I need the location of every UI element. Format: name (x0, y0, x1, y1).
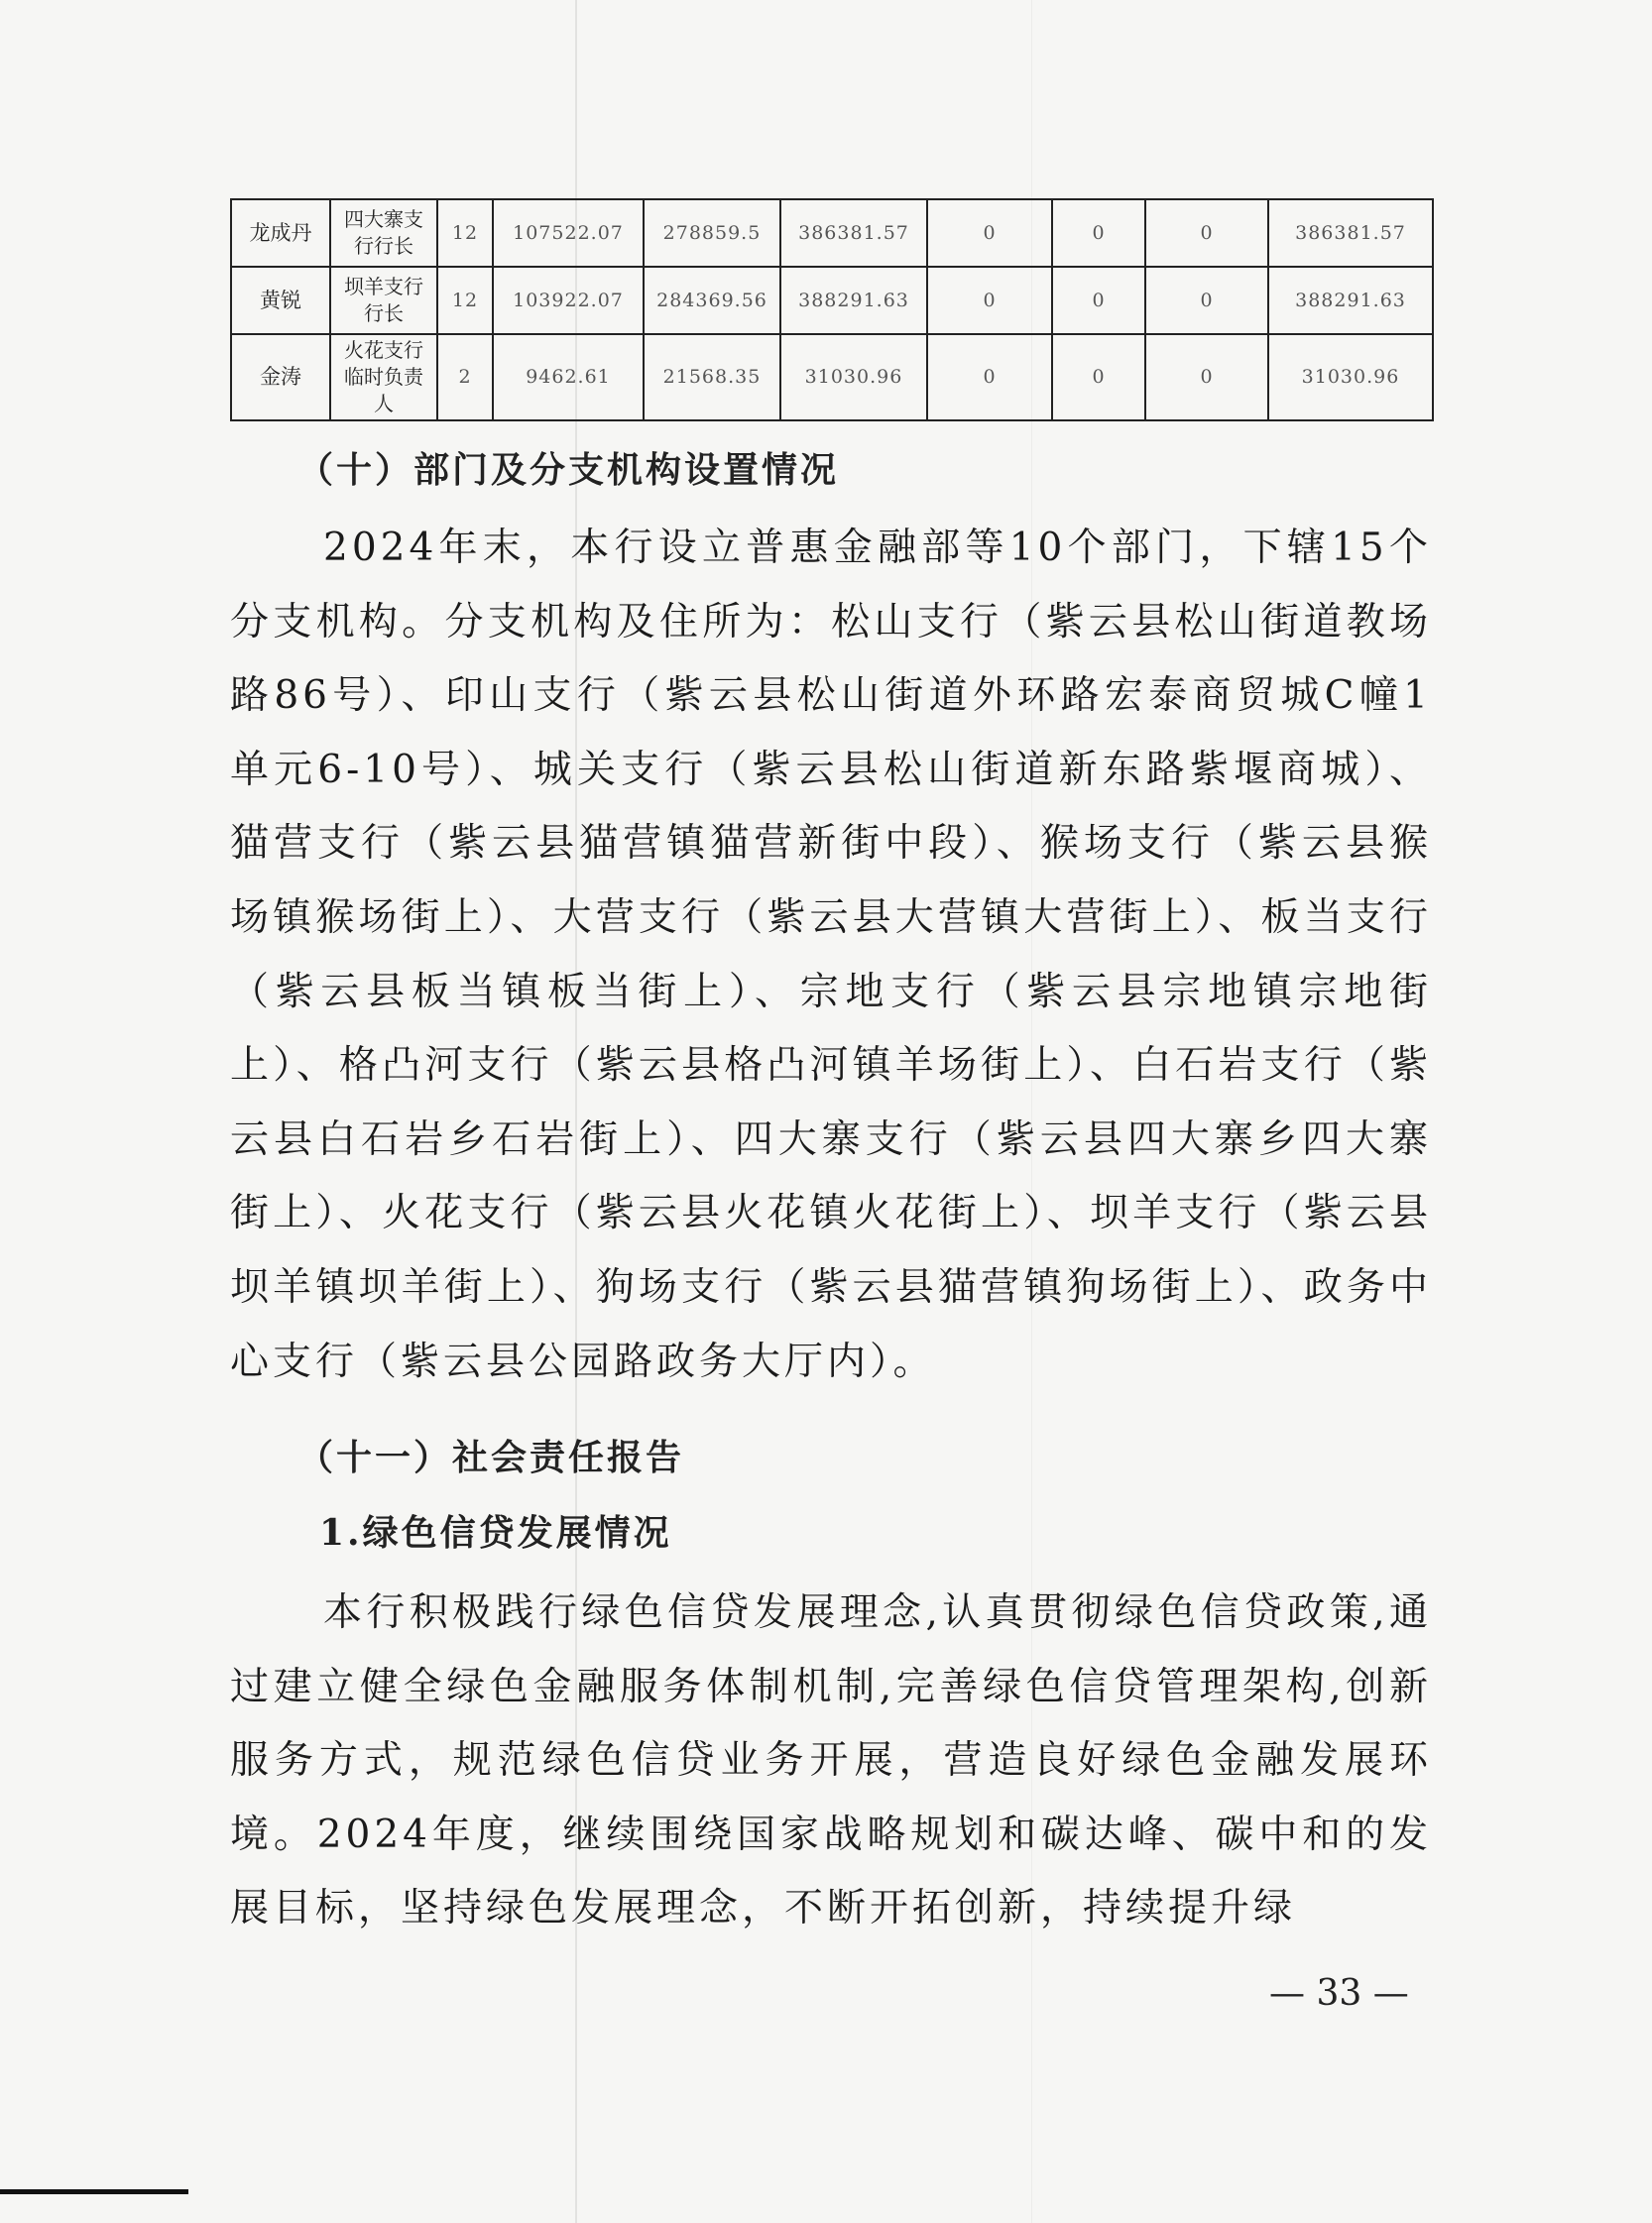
cell-total: 388291.63 (1268, 267, 1433, 334)
cell-name: 龙成丹 (231, 199, 330, 267)
cell-months: 2 (437, 334, 493, 420)
cell-value: 388291.63 (780, 267, 927, 334)
cell-value: 0 (1145, 267, 1268, 334)
table-row (231, 267, 1433, 334)
cell-value: 21568.35 (644, 334, 780, 420)
cell-name: 金涛 (231, 334, 330, 420)
cell-value: 9462.61 (493, 334, 644, 420)
section-heading: （十一）社会责任报告 (297, 1437, 685, 1478)
table-row (231, 334, 1433, 420)
scan-edge-line (0, 2189, 188, 2194)
cell-total: 386381.57 (1268, 199, 1433, 267)
cell-total: 31030.96 (1268, 334, 1433, 420)
cell-months: 12 (437, 199, 493, 267)
page-number: — 33 — (1269, 1973, 1409, 2014)
cell-value: 103922.07 (493, 267, 644, 334)
cell-value: 107522.07 (493, 199, 644, 267)
cell-value: 278859.5 (644, 199, 780, 267)
compensation-table (230, 198, 1434, 421)
cell-value: 0 (927, 267, 1052, 334)
cell-value: 0 (1145, 334, 1268, 420)
cell-value: 0 (927, 199, 1052, 267)
cell-value: 0 (1052, 199, 1145, 267)
cell-position: 坝羊支行行长 (330, 267, 437, 334)
cell-value: 0 (1145, 199, 1268, 267)
cell-position: 四大寨支行行长 (330, 199, 437, 267)
sub-heading: 1.绿色信贷发展情况 (319, 1512, 672, 1554)
cell-months: 12 (437, 267, 493, 334)
section-heading: （十）部门及分支机构设置情况 (297, 449, 840, 491)
cell-value: 386381.57 (780, 199, 927, 267)
cell-value: 31030.96 (780, 334, 927, 420)
cell-value: 0 (1052, 334, 1145, 420)
body-paragraph: 本行积极践行绿色信贷发展理念,认真贯彻绿色信贷政策,通过建立健全绿色金融服务体制机制,完善绿色信贷管理架构,创新服务方式，规范绿色信贷业务开展，营造良好绿色金融发展环境。2024年度，继续围绕国家战略规划和碳达峰、碳中和的发展目标，坚持绿色发展理念，不断开拓创新，持续提升绿 (230, 1590, 1432, 1931)
cell-value: 0 (1052, 267, 1145, 334)
cell-position: 火花支行临时负责人 (330, 334, 437, 420)
table-row (231, 199, 1433, 267)
cell-value: 0 (927, 334, 1052, 420)
body-paragraph: 2024年末，本行设立普惠金融部等10个部门，下辖15个分支机构。分支机构及住所为：松山支行（紫云县松山街道教场路86号）、印山支行（紫云县松山街道外环路宏泰商贸城C幢1单元6-10号）、城关支行（紫云县松山街道新东路紫堰商城）、猫营支行（紫云县猫营镇猫营新街中段）、猴场支行（紫云县猴场镇猴场街上）、大营支行（紫云县大营镇大营街上）、板当支行（紫云县板当镇板当街上）、宗地支行（紫云县宗地镇宗地街上）、格凸河支行（紫云县格凸河镇羊场街上）、白石岩支行（紫云县白石岩乡石岩街上）、四大寨支行（紫云县四大寨乡四大寨街上）、火花支行（紫云县火花镇火花街上）、坝羊支行（紫云县坝羊镇坝羊街上）、狗场支行（紫云县猫营镇狗场街上）、政务中心支行（紫云县公园路政务大厅内）。 (230, 526, 1432, 1384)
cell-name: 黄锐 (231, 267, 330, 334)
cell-value: 284369.56 (644, 267, 780, 334)
